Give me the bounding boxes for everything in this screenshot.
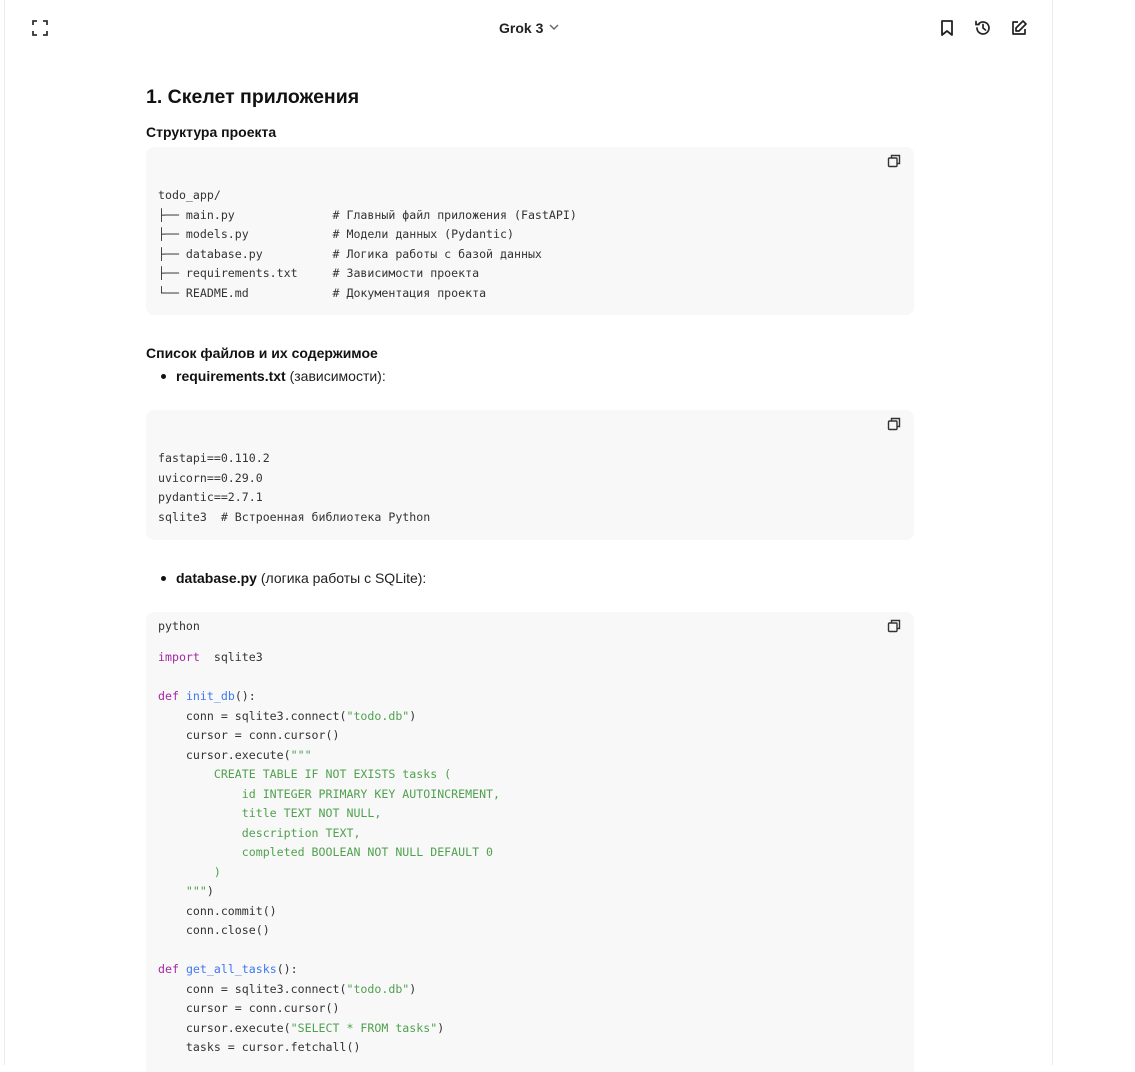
database-code <box>146 642 914 1070</box>
database-code-block <box>146 612 914 1072</box>
code-text: cursor.execute( <box>158 747 291 762</box>
edit-button[interactable] <box>1005 14 1033 42</box>
copy-button[interactable] <box>884 152 904 172</box>
code-line <box>158 902 902 922</box>
code-string: "todo.db" <box>346 708 410 723</box>
copy-button[interactable] <box>884 415 904 435</box>
code-text <box>179 962 186 976</box>
code-line: uvicorn==0.29.0 <box>158 470 263 485</box>
list-item-database <box>146 568 914 588</box>
code-text <box>179 689 186 703</box>
code-line <box>158 668 902 688</box>
copy-icon <box>887 417 901 434</box>
code-text: ) <box>409 981 417 996</box>
code-keyword: def <box>158 962 179 976</box>
code-string: title TEXT NOT NULL, <box>158 806 382 820</box>
file-name: requirements.txt <box>176 368 286 384</box>
code-block-header <box>146 612 914 642</box>
chat-panel <box>4 0 1053 1065</box>
code-line <box>158 921 902 941</box>
code-line <box>158 863 902 883</box>
code-line: fastapi==0.110.2 <box>158 451 270 465</box>
code-text: tasks = cursor.fetchall() <box>158 1040 361 1054</box>
code-line <box>158 882 902 902</box>
message-content <box>146 84 914 1072</box>
file-desc: (зависимости): <box>285 368 386 384</box>
copy-icon <box>887 619 901 636</box>
expand-button[interactable] <box>26 14 54 42</box>
code-string: """ <box>290 747 312 762</box>
code-line <box>158 999 902 1019</box>
code-string: id INTEGER PRIMARY KEY AUTOINCREMENT, <box>158 786 501 801</box>
code-text: ) <box>409 708 417 723</box>
model-name: Grok 3 <box>499 20 544 36</box>
code-keyword: def <box>158 689 179 703</box>
code-line: ├── models.py # Модели данных (Pydantic) <box>158 227 514 241</box>
code-text: conn = sqlite3.connect( <box>158 708 347 723</box>
model-selector[interactable] <box>499 16 560 40</box>
code-line <box>158 980 902 1000</box>
code-line <box>158 824 902 844</box>
bookmark-button[interactable] <box>933 14 961 42</box>
code-line: ├── requirements.txt # Зависимости проекта <box>158 266 480 280</box>
code-line: todo_app/ <box>158 188 221 202</box>
history-icon <box>974 19 992 37</box>
code-line: pydantic==2.7.1 <box>158 490 263 504</box>
expand-icon <box>31 19 49 37</box>
bookmark-icon <box>938 19 956 37</box>
structure-heading: Структура проекта <box>146 124 277 140</box>
code-line <box>158 765 902 785</box>
code-text: sqlite3 <box>199 650 263 664</box>
code-line <box>158 687 902 707</box>
code-text: cursor = conn.cursor() <box>158 1001 340 1015</box>
chevron-down-icon <box>548 20 560 36</box>
code-block-header <box>146 410 914 440</box>
requirements-code-block <box>146 410 914 540</box>
code-text: ) <box>437 1020 445 1035</box>
edit-icon <box>1010 19 1028 37</box>
code-line <box>158 726 902 746</box>
code-line <box>158 960 902 980</box>
section-title: 1. Скелет приложения <box>146 86 360 108</box>
code-keyword: import <box>158 650 200 664</box>
code-function: get_all_tasks <box>185 962 277 976</box>
code-string: "SELECT * FROM tasks" <box>290 1020 438 1035</box>
code-language: python <box>158 619 200 633</box>
code-text: cursor = conn.cursor() <box>158 728 340 742</box>
code-line <box>158 785 902 805</box>
code-line <box>158 941 902 961</box>
code-line: sqlite3 # Встроенная библиотека Python <box>158 509 431 524</box>
code-text: conn.commit() <box>158 903 277 918</box>
code-function: init_db <box>185 689 235 703</box>
code-line: ├── database.py # Логика работы с базой данных <box>158 246 542 261</box>
copy-button[interactable] <box>884 617 904 637</box>
code-string: "todo.db" <box>346 981 410 996</box>
code-line <box>158 843 902 863</box>
history-button[interactable] <box>969 14 997 42</box>
code-line <box>158 804 902 824</box>
code-text: conn = sqlite3.connect( <box>158 981 347 996</box>
code-line: └── README.md # Документация проекта <box>158 285 487 300</box>
code-text: (): <box>234 689 256 703</box>
structure-code <box>146 177 914 315</box>
code-text: cursor.execute( <box>158 1020 291 1035</box>
files-heading: Список файлов и их содержимое <box>146 345 378 361</box>
code-text: ) <box>206 884 214 898</box>
file-desc: (логика работы с SQLite): <box>256 570 427 586</box>
code-block-header <box>146 147 914 177</box>
copy-icon <box>887 154 901 171</box>
code-line <box>158 648 902 668</box>
code-text: conn.close() <box>158 923 270 937</box>
code-string: ) <box>158 864 221 879</box>
code-line <box>158 1019 902 1039</box>
file-name: database.py <box>176 570 257 586</box>
code-line <box>158 746 902 766</box>
code-line: ├── main.py # Главный файл приложения (FastAPI) <box>158 207 577 222</box>
code-line <box>158 707 902 727</box>
code-string: CREATE TABLE IF NOT EXISTS tasks ( <box>158 767 452 781</box>
list-item-requirements <box>146 366 914 386</box>
requirements-code <box>146 440 914 539</box>
code-string: description TEXT, <box>158 825 361 840</box>
code-line <box>158 1038 902 1058</box>
code-text: (): <box>276 962 298 976</box>
code-string: completed BOOLEAN NOT NULL DEFAULT 0 <box>158 845 494 859</box>
structure-code-block <box>146 147 914 315</box>
code-string: """ <box>158 884 207 898</box>
